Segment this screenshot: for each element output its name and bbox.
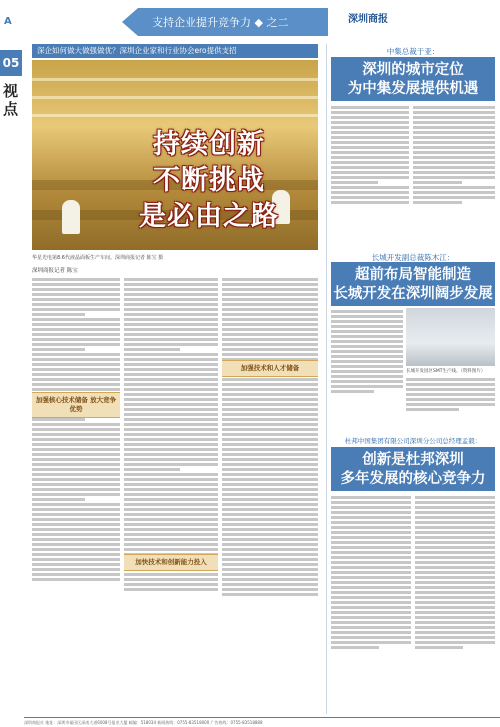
section3-headline-line-2: 多年发展的核心竞争力 [340,470,486,487]
section-title: 支持企业提升竞争力 ◆ 之二 [152,16,289,29]
section2-headline-line-2: 长城开发在深圳阔步发展 [333,285,493,302]
page-letter: A [4,16,12,27]
article-column-1 [32,276,120,714]
section2-column-2 [406,376,495,430]
page-sidebar [0,0,24,727]
column-divider [326,44,327,714]
article-column-3 [222,276,318,714]
header-arrow-decoration [122,8,138,36]
page-category: 视点 [3,82,19,118]
section3-headline-line-1: 创新是杜邦深圳 [362,451,464,468]
article-subhead-1: 加强核心技术储备 放大竞争优势 [32,392,120,418]
article-kicker: 深企如何做大做强做优？深圳企业家和行业协会ero提供支招 [32,44,318,58]
newspaper-logo: 深圳商报 [348,14,388,25]
article-subhead-3: 加快技术和创新能力投入 [124,554,218,571]
page-number: 05 [0,50,22,76]
section1-column-2 [413,104,495,244]
section1-column-1 [331,104,409,244]
article-subhead-2: 加强技术和人才储备 [222,360,318,377]
section1-headline-line-2: 为中集发展提供机遇 [347,80,479,97]
factory-photo [32,60,318,250]
section2-headline [331,262,495,306]
article-column-2 [124,276,218,714]
section1-headline [331,57,495,101]
section2-column-1 [331,308,403,428]
headline-line-2: 不断挑战 [153,165,265,196]
page-header [0,0,500,40]
section3-tag: 杜邦中国集团有限公司深圳分公司总经理孟毅： [344,437,482,445]
photo-caption: 华星光电第8.6代液晶面板生产车间。深圳商报记者 陈宝 摄 [32,255,164,261]
section2-headline-line-1: 超前布局智能制造 [355,266,471,283]
section1-headline-line-1: 深圳的城市定位 [362,61,464,78]
headline-line-3: 是必由之路 [139,201,279,232]
section3-column-2 [415,494,495,714]
section2-tag: 长城开发副总裁陈木江： [371,253,455,262]
section2-image-caption: 长城开发园区SMT生产线。（资料图片） [406,369,486,374]
smt-line-photo [406,308,495,366]
headline-line-1: 持续创新 [153,129,265,160]
section3-column-1 [331,494,411,714]
page-footer: 深圳商报社 地址：深圳市福田区深南大道6008号报业大厦 邮编：518034 新闻热线：0755-83518000 广告热线：0755-83518888 [24,717,500,727]
article-reporter: 深圳商报记者 陈宝 [32,268,78,274]
section3-headline [331,447,495,491]
section1-tag: 中集总裁于亚： [386,47,440,56]
